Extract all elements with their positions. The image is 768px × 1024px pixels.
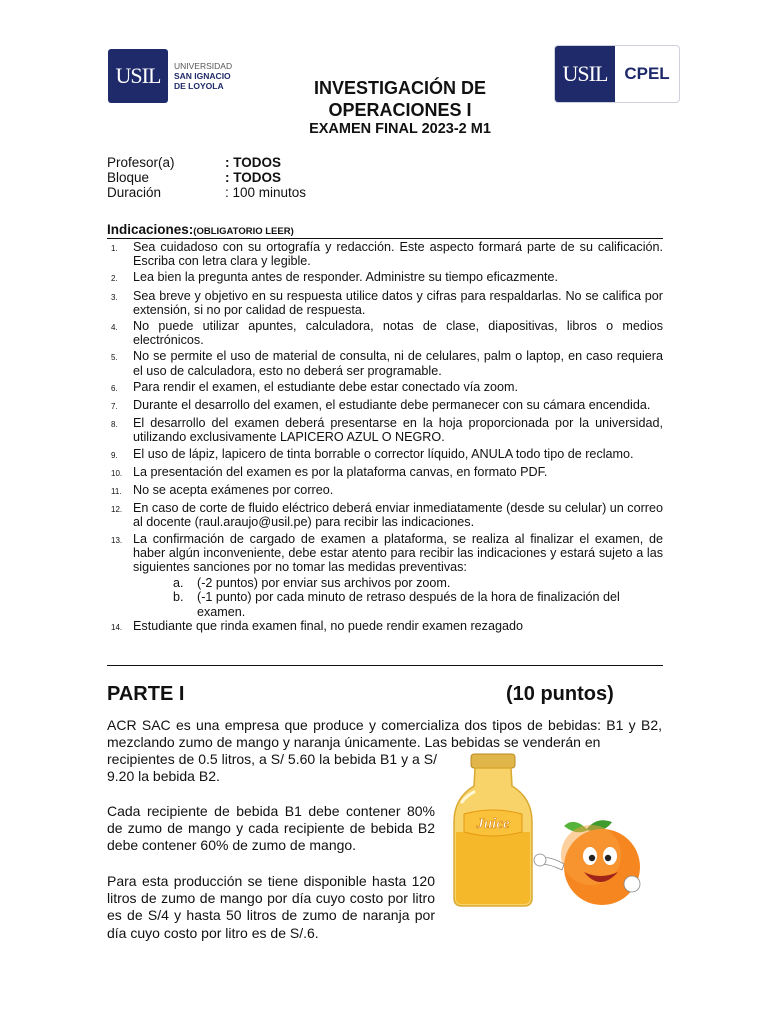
list-item: 7. Durante el desarrollo del examen, el estudiante debe permanecer con su cámara encendida. bbox=[111, 398, 651, 413]
list-item: 1. Sea cuidadoso con su ortografía y redacción. Este aspecto formará parte de su calificación. Escriba con letra clara y legible. bbox=[111, 240, 663, 269]
exam-subtitle: EXAMEN FINAL 2023-2 M1 bbox=[309, 121, 491, 137]
juice-orange-illustration bbox=[446, 752, 656, 912]
indications-note: (OBLIGATORIO LEER) bbox=[193, 226, 294, 237]
meta-row-bloque: Bloque : TODOS bbox=[107, 170, 282, 185]
list-item: 3. Sea breve y objetivo en su respuesta utilice datos y cifras para respaldarlas. No se califica por extensión, si no por calidad de respuesta. bbox=[111, 288, 663, 317]
list-item: 6. Para rendir el examen, el estudiante debe estar conectado vía zoom. bbox=[111, 379, 519, 394]
part-points: (10 puntos) bbox=[506, 683, 614, 705]
exam-title: INVESTIGACIÓN DE OPERACIONES I bbox=[313, 78, 487, 120]
list-item: 12. En caso de corte de fluido eléctrico deberá enviar inmediatamente (desde su celular) un correo al docente (raul.araujo@usil.pe) para recibir las indicaciones. bbox=[111, 501, 663, 530]
part-title: PARTE I bbox=[107, 683, 185, 705]
usil-logo-text: UNIVERSIDAD SAN IGNACIO DE LOYOLA bbox=[174, 61, 233, 91]
indications-bottom-rule bbox=[107, 665, 663, 666]
cpel-logo bbox=[554, 45, 680, 103]
orange-mascot-icon bbox=[534, 820, 640, 905]
bottle-label: Juice bbox=[476, 816, 510, 832]
list-item: 2. Lea bien la pregunta antes de responder. Administre su tiempo eficazmente. bbox=[111, 270, 558, 285]
list-item: 10. La presentación del examen es por la plataforma canvas, en formato PDF. bbox=[111, 464, 548, 479]
list-item: 4. No puede utilizar apuntes, calculadora, notas de clase, diapositivas, libros o medios electrónicos. bbox=[111, 319, 663, 348]
meta-row-duracion: Duración : 100 minutos bbox=[107, 185, 307, 200]
list-item: 13. La confirmación de cargado de examen a plataforma, se realiza al finalizar el examen, de haber algún inconveniente, debe estar atento para recibir las indicaciones y estará sujeto a las siguientes sanciones por no tomar las medidas preventivas: bbox=[111, 531, 663, 575]
list-item: 14. Estudiante que rinda examen final, no puede rendir examen rezagado bbox=[111, 618, 523, 633]
problem-paragraph-2: Cada recipiente de bebida B1 debe contener 80% de zumo de mango y cada recipiente de bebida B2 debe contener 60% de zumo de mango. bbox=[107, 803, 435, 854]
exam-meta bbox=[107, 155, 306, 200]
indications-heading: Indicaciones:(OBLIGATORIO LEER) bbox=[107, 222, 294, 237]
list-item: 9. El uso de lápiz, lapicero de tinta borrable o corrector líquido, ANULA todo tipo de reclamo. bbox=[111, 446, 634, 461]
cpel-logo-mark: USIL bbox=[555, 46, 615, 102]
list-item: 11. No se acepta exámenes por correo. bbox=[111, 483, 334, 498]
list-item: 8. El desarrollo del examen deberá presentarse en la hoja proporcionada por la universidad, utilizando exclusivamente LAPICERO AZUL O NEGRO. bbox=[111, 416, 663, 445]
usil-logo bbox=[108, 48, 278, 104]
sub-list-item: b. (-1 punto) por cada minuto de retraso después de la hora de finalización del examen. bbox=[173, 590, 620, 619]
problem-paragraph-1: ACR SAC es una empresa que produce y comercializa dos tipos de bebidas: B1 y B2, mezclando zumo de mango y naranja únicamente. Las bebidas se venderán en bbox=[107, 717, 662, 751]
list-item: 5. No se permite el uso de material de consulta, ni de celulares, palm o laptop, en caso requiera el uso de calculadora, esto no deberá ser programable. bbox=[111, 349, 663, 378]
problem-paragraph-1-cont: recipientes de 0.5 litros, a S/ 5.60 la bebida B1 y a S/ 9.20 la bebida B2. bbox=[107, 751, 437, 785]
indications-list bbox=[107, 240, 663, 637]
sub-list-item: a. (-2 puntos) por enviar sus archivos por zoom. bbox=[173, 576, 451, 591]
indications-top-rule bbox=[107, 238, 663, 239]
cpel-logo-text: CPEL bbox=[624, 64, 670, 83]
juice-bottle-icon bbox=[454, 754, 532, 906]
meta-row-profesor: Profesor(a) : TODOS bbox=[107, 155, 282, 170]
problem-paragraph-3: Para esta producción se tiene disponible hasta 120 litros de zumo de mango por día cuyo costo por litro es de S/4 y hasta 50 litros de zumo de naranja por día cuyo costo por litro es de S/.6. bbox=[107, 873, 435, 941]
usil-logo-mark: USIL bbox=[108, 49, 168, 103]
